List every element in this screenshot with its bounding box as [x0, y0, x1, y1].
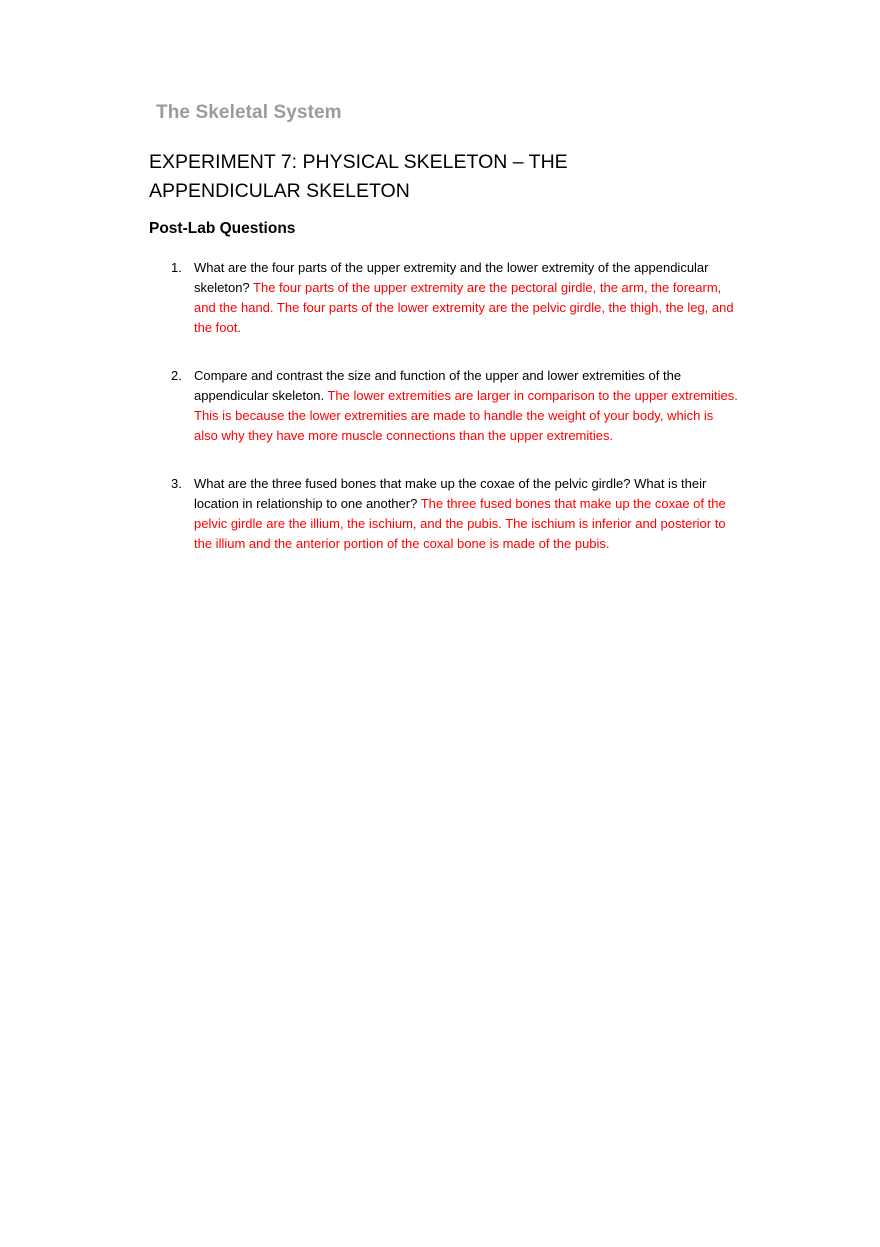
question-answer: The lower extremities are larger in comparison to the upper extremities. This is because the lower extremities are made to handle the weight of your body, which is also why they have more muscle connections than the upper extremities. — [194, 388, 738, 443]
question-answer: The three fused bones that make up the coxae of the pelvic girdle are the illium, the ischium, and the pubis. The ischium is inferior and posterior to the illium and the anterior portion of the coxal bone is made of the pubis. — [194, 496, 726, 551]
experiment-heading: EXPERIMENT 7: PHYSICAL SKELETON – THE APPENDICULAR SKELETON — [149, 151, 568, 202]
question-item-2 — [149, 366, 739, 446]
section-title: The Skeletal System — [156, 102, 342, 123]
question-item-1 — [149, 258, 739, 338]
question-item-3 — [149, 474, 739, 554]
question-prompt: Compare and contrast the size and function of the upper and lower extremities of the appendicular skeleton. — [194, 368, 682, 403]
question-number: 1. — [171, 260, 182, 275]
question-answer: The four parts of the upper extremity are the pectoral girdle, the arm, the forearm, and the hand. The four parts of the lower extremity are the pelvic girdle, the thigh, the leg, and the foot. — [194, 280, 734, 335]
question-number: 3. — [171, 476, 182, 491]
question-prompt: What are the four parts of the upper extremity and the lower extremity of the appendicular skeleton? — [194, 260, 709, 295]
question-prompt: What are the three fused bones that make up the coxae of the pelvic girdle? What is their location in relationship to one another? — [194, 476, 707, 511]
question-number: 2. — [171, 368, 182, 383]
question-list — [149, 258, 739, 554]
post-lab-subheading: Post-Lab Questions — [149, 220, 296, 237]
